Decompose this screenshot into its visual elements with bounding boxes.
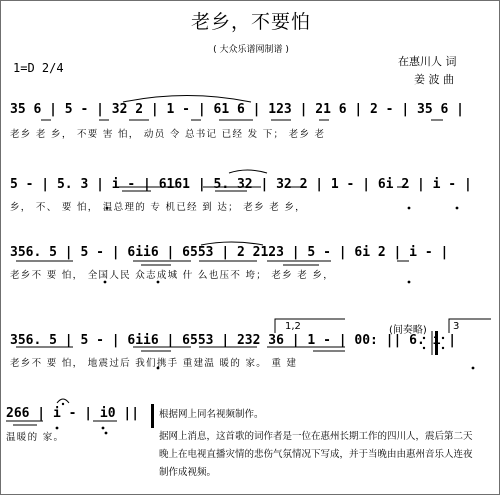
lyric-line-4: 老乡不 要 怕， 地震过后 我们携手 重建温 暖的 家。 重 建: [10, 358, 298, 369]
song-title: 老乡，不要怕: [190, 11, 311, 33]
notation-line-5: 266 | i - | i0 ||: [6, 406, 140, 421]
note-line-1: 根据网上同名视频制作。: [159, 409, 264, 420]
lyric-line-5: 温暖的 家。: [6, 432, 65, 443]
interlude-note: (间奏略): [389, 325, 427, 336]
notation-line-4: 356. 5 | 5 - | 6ii6 | 6553 | 232 36 | 1 - | 00: || 6. i |: [10, 333, 457, 348]
lyric-line-3: 老乡不 要 怕， 全国人民 众志成城 什 么也压不 垮； 老乡 老 乡，: [10, 270, 334, 281]
lyricist-credit: 在惠川人 词: [398, 55, 457, 68]
note-line-4: 制作成视频。: [159, 467, 217, 478]
note-line-3: 晚上在电视直播灾情的悲伤气氛情况下写成，并于当晚由由惠州音乐人连夜: [159, 449, 473, 460]
notation-line-3: 356. 5 | 5 - | 6ii6 | 6553 | 2 2123 | 5 - | 6i 2 | i - |: [10, 245, 449, 260]
notation-line-2: 5 - | 5. 3 | i - | 6161 | 5. 32 | 32 2 | 1 - | 6i 2 | i - |: [10, 177, 472, 192]
composer-credit: 姜 波 曲: [414, 73, 454, 86]
volta-3: 3: [453, 321, 460, 332]
lyric-line-2: 乡， 不、 要 怕， 温总理的 专 机已经 到 达； 老乡 老 乡，: [10, 202, 306, 213]
notation-line-1: 35 6 | 5 - | 32 2 | 1 - | 61 6 | 123 | 21 6 | 2 - | 35 6 |: [10, 102, 464, 117]
note-line-2: 据网上消息，这首歌的词作者是一位在惠州长期工作的四川人，震后第二天: [159, 431, 473, 442]
source-label: ( 大众乐谱网制谱 ): [213, 45, 289, 55]
key-signature: 1=D 2/4: [13, 61, 64, 75]
lyric-line-1: 老乡 老 乡， 不要 害 怕， 动员 令 总书记 已经 发 下； 老乡 老: [10, 129, 326, 140]
volta-1-2: 1,2: [285, 321, 301, 332]
